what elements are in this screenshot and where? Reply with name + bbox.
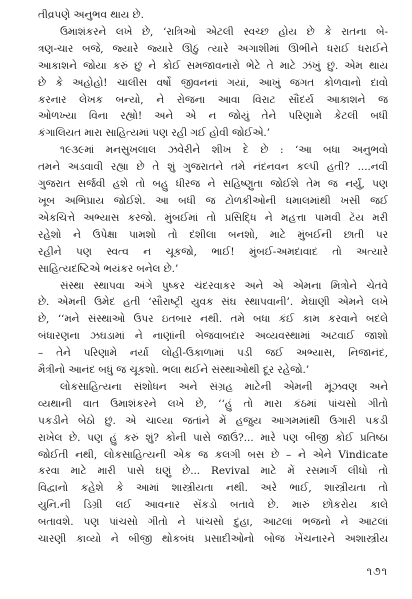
text-line: એકચિત્તે અભ્યાસ કરજો. મુંબઈમાં તો પ્રસિદ્ધિ ને મહત્તા પામવી ટૅય મરી bbox=[38, 211, 388, 224]
text-line: ઉમાશંકરને લખે છે, ‘રાત્રિઓ એટલી સ્વચ્છ હોય છે કે રાતના બે- bbox=[60, 25, 388, 38]
text-line: કરવા માટે મારી પાસે ઘણું છે... Revival માટે મેં રસમાર્ગ લીધો તો bbox=[38, 465, 388, 478]
text-line: રાખેલ છે. પણ હું કરું શું? કોની પાસે જાઉં?... મારે પણ બીજી કોઈ પ્રતિષ્ઠા bbox=[38, 431, 388, 444]
paragraph-3 bbox=[38, 142, 388, 277]
paragraph-1 bbox=[38, 7, 388, 24]
text-line: છે, ‘‘મને સંસ્થાઓ ઉપર ઇતબાર નથી. તમે બધા કંઈ કામ કરવાને બદલે bbox=[38, 313, 388, 326]
text-line: ગુજરાત સર્જવી હશે તો બહુ ધીરજ ને સહિષ્ણુતા જોઈશે તેમ જ નર્યું, પણ bbox=[38, 178, 388, 191]
text-line: છે. એમની ઉમેદ હતી ‘સૌરાષ્ટ્રી યુવક સંઘ સ્થાપવાની’. મેઘાણી એમને લખે bbox=[38, 296, 388, 309]
page-number: ૧૭૧ bbox=[366, 565, 388, 578]
text-line: જોઈતી નથી, લોકસાહિત્યની એક જ કલગી બસ છે – ને એને Vindicate bbox=[38, 448, 388, 461]
text-line: રહીને પણ સ્વત્વ ન ચૂકજો, ભાઈ! મુંબઈ-અમદાવાદ તો અત્યારે bbox=[38, 245, 388, 258]
text-line: બંધારણના ઝઘડામાં ને નાણાંની બેજવાબદાર અવ્યવસ્થામાં અટવાઈ જાશો bbox=[38, 330, 388, 343]
paragraph-4 bbox=[38, 278, 388, 379]
text-line: કંગાલિયત મારા સાહિત્યમાં પણ રહી ગઈ હોવી જોઈએ.’ bbox=[38, 127, 271, 140]
text-line: મૈત્રીનો આનંદ બધું જ ચૂકશો. ભલા થઈને સંસ્થાઓથી દૂર રહેજો.’ bbox=[38, 364, 310, 377]
text-line: સંસ્થા સ્થાપવા અંગે પુષ્કર ચંદરવાકર અને એ એમના મિત્રોને ચેતવે bbox=[60, 279, 388, 292]
paragraph-2 bbox=[38, 24, 388, 142]
paragraph-5 bbox=[38, 379, 388, 548]
text-line: સાહિત્યદષ્ટિએ ભયંકર બનેલ છે.’ bbox=[38, 262, 179, 275]
text-line: કરનાર લેખક બન્યો, ને રોજના આવા વિરાટ સૌંદર્ય આકાશને જ bbox=[38, 93, 388, 106]
text-line: ચારણી કાવ્યો ને બીજી થોકબંધ પ્રસાદીઓનો બોજ ખેંચનારને અશાસ્ત્રીય bbox=[38, 533, 388, 546]
text-line: ઓળખ્યા વિના રહ્યો! અને એ ન જોયું તેને પરિણામે કેટલી બધી bbox=[38, 110, 388, 123]
text-line: યુનિ.ની ડિગ્રી લઈ આવનાર સૅંકડો બતાવે છે. મારું છોકરોય કાલે bbox=[38, 499, 388, 512]
text-line: વિદ્વાનો કહેશે કે આમાં શાસ્ત્રીયતા નથી. અરે ભાઈ, શાસ્ત્રીયતા તો bbox=[38, 482, 388, 495]
text-line: ત્રણ-ચાર બજે, જ્યારે જ્યારે ઊઠું ત્યારે અગાશીમાં ઊભીને ધરાઈ ધરાઈને bbox=[38, 42, 388, 55]
text-line: લોકસાહિત્યના સંશોધન અને સંગ્રહ માટેની એમની મૂંઝવણ અને bbox=[60, 380, 388, 393]
text-line: – તેને પરિણામે નર્યા લોહી-ઉકાળામાં પડી જઈ અભ્યાસ, નિજાનંદ, bbox=[38, 347, 388, 360]
text-line: ખૂબ અભિપ્રાય જોઈશે. આ બધી જ ટોળકીઓની ધમાલમાંથી ખસી જઈ bbox=[38, 194, 388, 207]
text-line: રહેશો ને ઉપેક્ષા પામશો તો દંશીલા બનશો, માટે મુંબઈની છાતી પર bbox=[38, 228, 388, 241]
text-line: પકડીને બેઠો છું. એ ચાલ્યા જતાંને મેં હજુય આગમમાંથી ઉગારી પકડી bbox=[38, 414, 388, 427]
text-line: બતાવશે. પણ પાંચસો ગીતો ને પાંચસો દુહા, આટલાં ભજનો ને આટલાં bbox=[38, 516, 388, 529]
text-line: તીવ્રપણે અનુભવ થાય છે. bbox=[38, 9, 144, 21]
text-line: તમને અડવાવી રહ્યા છે તે શું ગુજરાતને તમે નંદનવન કલ્પી હતી? ....નવી bbox=[38, 161, 388, 174]
text-line: વ્યથાની વાત ઉમાશંકરને લખે છે, ‘‘હું તો મારા કંઠમાં પાંચસો ગીતો bbox=[38, 397, 388, 410]
text-line: આકાશને જોયા કરું છું ને કોઈ સમજાવનારો ભેટે તે માટે ઝંખું છું. એમ થાય bbox=[38, 59, 388, 72]
text-line: ૧૯૩૯માં મનસુખલાલ ઝવેરીને શીખ દે છે : ‘આ બધા અનુભવો bbox=[60, 144, 388, 157]
text-line: છે કે અહોહો! ચાલીસ વર્ષો જીવનનાં ગયાં, આખું જગત કોળવાનો દાવો bbox=[38, 76, 388, 89]
